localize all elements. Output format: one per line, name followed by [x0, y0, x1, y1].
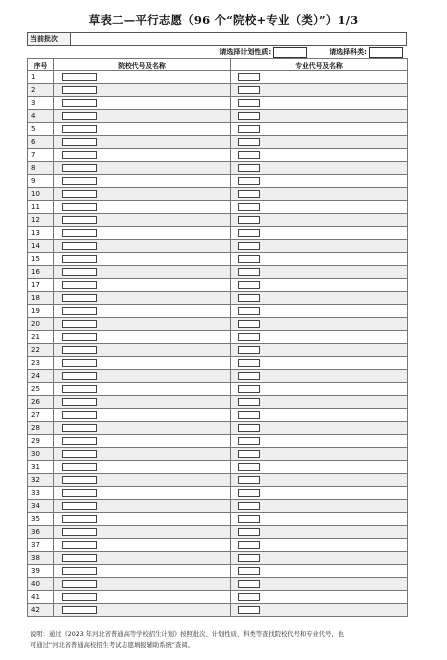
table-row [28, 578, 408, 591]
school-code-input[interactable] [62, 216, 97, 224]
major-cell [231, 539, 408, 552]
major-code-input[interactable] [238, 190, 260, 198]
header-major: 专业代号及名称 [231, 59, 408, 71]
school-cell [54, 487, 231, 500]
row-number: 18 [28, 292, 54, 305]
school-code-input[interactable] [62, 307, 97, 315]
school-cell [54, 448, 231, 461]
school-code-input[interactable] [62, 476, 97, 484]
school-code-input[interactable] [62, 528, 97, 536]
school-cell [54, 266, 231, 279]
major-cell [231, 513, 408, 526]
row-number: 41 [28, 591, 54, 604]
row-number: 21 [28, 331, 54, 344]
school-code-input[interactable] [62, 437, 97, 445]
school-code-input[interactable] [62, 606, 97, 614]
row-number: 3 [28, 97, 54, 110]
major-code-input[interactable] [238, 502, 260, 510]
major-cell [231, 214, 408, 227]
major-cell [231, 383, 408, 396]
table-row [28, 604, 408, 617]
table-row [28, 227, 408, 240]
table-row [28, 461, 408, 474]
major-cell [231, 84, 408, 97]
table-row [28, 123, 408, 136]
major-code-input[interactable] [238, 580, 260, 588]
school-code-input[interactable] [62, 73, 97, 81]
table-row [28, 331, 408, 344]
table-row [28, 448, 408, 461]
school-code-input[interactable] [62, 359, 97, 367]
major-cell [231, 435, 408, 448]
school-cell [54, 175, 231, 188]
major-code-input[interactable] [238, 554, 260, 562]
choices-table [27, 58, 408, 617]
row-number: 20 [28, 318, 54, 331]
school-cell [54, 214, 231, 227]
major-cell [231, 175, 408, 188]
table-row [28, 526, 408, 539]
major-code-input[interactable] [238, 281, 260, 289]
school-code-input[interactable] [62, 177, 97, 185]
major-cell [231, 162, 408, 175]
school-code-input[interactable] [62, 502, 97, 510]
major-code-input[interactable] [238, 463, 260, 471]
row-number: 19 [28, 305, 54, 318]
table-row [28, 188, 408, 201]
major-cell [231, 318, 408, 331]
school-cell [54, 71, 231, 84]
school-code-input[interactable] [62, 320, 97, 328]
note-line-2: 可通过“河北省普通高校招生考试志愿填报辅助系统”查阅。 [30, 642, 194, 649]
table-row [28, 539, 408, 552]
row-number: 23 [28, 357, 54, 370]
major-code-input[interactable] [238, 424, 260, 432]
table-row [28, 487, 408, 500]
school-cell [54, 97, 231, 110]
major-code-input[interactable] [238, 242, 260, 250]
row-number: 28 [28, 422, 54, 435]
school-code-input[interactable] [62, 463, 97, 471]
major-code-input[interactable] [238, 320, 260, 328]
major-cell [231, 578, 408, 591]
table-row [28, 318, 408, 331]
batch-label: 当前批次 [28, 33, 71, 45]
table-row [28, 591, 408, 604]
form-sheet [27, 32, 407, 617]
subject-label: 请选择科类: [329, 48, 367, 56]
school-cell [54, 357, 231, 370]
table-row [28, 162, 408, 175]
school-cell [54, 227, 231, 240]
table-row [28, 396, 408, 409]
school-cell [54, 162, 231, 175]
major-cell [231, 474, 408, 487]
row-number: 37 [28, 539, 54, 552]
table-row [28, 266, 408, 279]
row-number: 9 [28, 175, 54, 188]
major-cell [231, 266, 408, 279]
major-cell [231, 487, 408, 500]
row-number: 14 [28, 240, 54, 253]
major-cell [231, 188, 408, 201]
major-code-input[interactable] [238, 567, 260, 575]
plan-nature-input[interactable] [273, 47, 307, 58]
school-code-input[interactable] [62, 86, 97, 94]
school-code-input[interactable] [62, 424, 97, 432]
table-row [28, 214, 408, 227]
school-code-input[interactable] [62, 229, 97, 237]
major-cell [231, 110, 408, 123]
major-cell [231, 279, 408, 292]
row-number: 27 [28, 409, 54, 422]
school-code-input[interactable] [62, 593, 97, 601]
batch-input[interactable] [71, 33, 406, 45]
school-code-input[interactable] [62, 567, 97, 575]
major-code-input[interactable] [238, 164, 260, 172]
major-code-input[interactable] [238, 359, 260, 367]
row-number: 36 [28, 526, 54, 539]
major-cell [231, 370, 408, 383]
major-code-input[interactable] [238, 385, 260, 393]
school-code-input[interactable] [62, 268, 97, 276]
major-code-input[interactable] [238, 73, 260, 81]
school-cell [54, 149, 231, 162]
row-number: 5 [28, 123, 54, 136]
table-row [28, 565, 408, 578]
school-cell [54, 279, 231, 292]
batch-row [27, 32, 407, 46]
major-code-input[interactable] [238, 437, 260, 445]
school-cell [54, 396, 231, 409]
row-number: 12 [28, 214, 54, 227]
major-code-input[interactable] [238, 99, 260, 107]
school-cell [54, 565, 231, 578]
header-no: 序号 [28, 59, 54, 71]
school-code-input[interactable] [62, 541, 97, 549]
major-cell [231, 344, 408, 357]
major-cell [231, 240, 408, 253]
major-code-input[interactable] [238, 541, 260, 549]
school-code-input[interactable] [62, 294, 97, 302]
major-code-input[interactable] [238, 177, 260, 185]
school-code-input[interactable] [62, 125, 97, 133]
major-cell [231, 526, 408, 539]
table-row [28, 253, 408, 266]
major-cell [231, 123, 408, 136]
row-number: 32 [28, 474, 54, 487]
major-cell [231, 591, 408, 604]
row-number: 8 [28, 162, 54, 175]
school-cell [54, 461, 231, 474]
major-cell [231, 565, 408, 578]
major-cell [231, 149, 408, 162]
major-code-input[interactable] [238, 593, 260, 601]
major-code-input[interactable] [238, 307, 260, 315]
school-cell [54, 383, 231, 396]
major-cell [231, 500, 408, 513]
major-code-input[interactable] [238, 268, 260, 276]
school-cell [54, 136, 231, 149]
row-number: 2 [28, 84, 54, 97]
major-code-input[interactable] [238, 203, 260, 211]
school-cell [54, 591, 231, 604]
row-number: 39 [28, 565, 54, 578]
table-row [28, 435, 408, 448]
school-cell [54, 578, 231, 591]
row-number: 13 [28, 227, 54, 240]
table-row [28, 344, 408, 357]
table-row [28, 500, 408, 513]
major-code-input[interactable] [238, 346, 260, 354]
school-code-input[interactable] [62, 99, 97, 107]
major-cell [231, 461, 408, 474]
school-cell [54, 318, 231, 331]
row-number: 33 [28, 487, 54, 500]
major-code-input[interactable] [238, 398, 260, 406]
major-cell [231, 136, 408, 149]
school-code-input[interactable] [62, 151, 97, 159]
major-code-input[interactable] [238, 86, 260, 94]
table-row [28, 422, 408, 435]
major-code-input[interactable] [238, 606, 260, 614]
row-number: 1 [28, 71, 54, 84]
major-cell [231, 422, 408, 435]
row-number: 24 [28, 370, 54, 383]
school-cell [54, 305, 231, 318]
school-cell [54, 552, 231, 565]
major-code-input[interactable] [238, 151, 260, 159]
row-number: 6 [28, 136, 54, 149]
school-cell [54, 539, 231, 552]
table-row [28, 383, 408, 396]
school-code-input[interactable] [62, 333, 97, 341]
school-cell [54, 292, 231, 305]
school-cell [54, 370, 231, 383]
row-number: 17 [28, 279, 54, 292]
table-header [28, 59, 408, 71]
form-title: 草表二—平行志愿（96 个“院校+专业（类）”）1/3 [88, 13, 359, 27]
major-code-input[interactable] [238, 515, 260, 523]
major-cell [231, 292, 408, 305]
row-number: 16 [28, 266, 54, 279]
major-code-input[interactable] [238, 476, 260, 484]
major-cell [231, 552, 408, 565]
school-code-input[interactable] [62, 515, 97, 523]
row-number: 4 [28, 110, 54, 123]
table-row [28, 149, 408, 162]
table-row [28, 370, 408, 383]
school-cell [54, 123, 231, 136]
school-code-input[interactable] [62, 372, 97, 380]
school-cell [54, 409, 231, 422]
major-cell [231, 253, 408, 266]
table-row [28, 175, 408, 188]
major-code-input[interactable] [238, 216, 260, 224]
row-number: 10 [28, 188, 54, 201]
school-cell [54, 84, 231, 97]
school-code-input[interactable] [62, 281, 97, 289]
table-row [28, 136, 408, 149]
table-row [28, 474, 408, 487]
school-cell [54, 474, 231, 487]
school-cell [54, 513, 231, 526]
major-cell [231, 97, 408, 110]
major-code-input[interactable] [238, 411, 260, 419]
school-cell [54, 500, 231, 513]
major-cell [231, 201, 408, 214]
school-code-input[interactable] [62, 554, 97, 562]
school-cell [54, 240, 231, 253]
row-number: 40 [28, 578, 54, 591]
row-number: 15 [28, 253, 54, 266]
school-cell [54, 422, 231, 435]
row-number: 22 [28, 344, 54, 357]
major-cell [231, 409, 408, 422]
major-code-input[interactable] [238, 294, 260, 302]
major-cell [231, 71, 408, 84]
table-row [28, 110, 408, 123]
table-row [28, 240, 408, 253]
subject-input[interactable] [369, 47, 403, 58]
school-code-input[interactable] [62, 138, 97, 146]
school-cell [54, 344, 231, 357]
table-row [28, 357, 408, 370]
major-code-input[interactable] [238, 333, 260, 341]
major-cell [231, 448, 408, 461]
table-row [28, 409, 408, 422]
school-code-input[interactable] [62, 203, 97, 211]
row-number: 35 [28, 513, 54, 526]
table-row [28, 201, 408, 214]
table-row [28, 552, 408, 565]
table-row [28, 305, 408, 318]
school-cell [54, 435, 231, 448]
major-cell [231, 396, 408, 409]
table-row [28, 513, 408, 526]
school-cell [54, 110, 231, 123]
row-number: 11 [28, 201, 54, 214]
major-code-input[interactable] [238, 450, 260, 458]
school-code-input[interactable] [62, 580, 97, 588]
major-code-input[interactable] [238, 138, 260, 146]
table-row [28, 71, 408, 84]
note [30, 629, 420, 651]
major-cell [231, 331, 408, 344]
school-code-input[interactable] [62, 489, 97, 497]
table-row [28, 84, 408, 97]
row-number: 29 [28, 435, 54, 448]
major-cell [231, 357, 408, 370]
school-cell [54, 201, 231, 214]
row-number: 42 [28, 604, 54, 617]
school-cell [54, 331, 231, 344]
plan-nature-label: 请选择计划性质: [219, 48, 272, 56]
school-cell [54, 253, 231, 266]
school-code-input[interactable] [62, 346, 97, 354]
school-code-input[interactable] [62, 112, 97, 120]
major-cell [231, 305, 408, 318]
school-code-input[interactable] [62, 255, 97, 263]
school-code-input[interactable] [62, 398, 97, 406]
school-cell [54, 188, 231, 201]
row-number: 25 [28, 383, 54, 396]
row-number: 7 [28, 149, 54, 162]
school-code-input[interactable] [62, 450, 97, 458]
major-code-input[interactable] [238, 489, 260, 497]
table-row [28, 97, 408, 110]
school-code-input[interactable] [62, 242, 97, 250]
school-code-input[interactable] [62, 385, 97, 393]
major-code-input[interactable] [238, 528, 260, 536]
row-number: 34 [28, 500, 54, 513]
row-number: 31 [28, 461, 54, 474]
major-code-input[interactable] [238, 229, 260, 237]
header-school: 院校代号及名称 [54, 59, 231, 71]
table-row [28, 279, 408, 292]
school-code-input[interactable] [62, 411, 97, 419]
selection-row [27, 46, 407, 58]
school-cell [54, 526, 231, 539]
school-code-input[interactable] [62, 164, 97, 172]
row-number: 26 [28, 396, 54, 409]
major-code-input[interactable] [238, 255, 260, 263]
major-code-input[interactable] [238, 112, 260, 120]
school-code-input[interactable] [62, 190, 97, 198]
row-number: 30 [28, 448, 54, 461]
major-cell [231, 604, 408, 617]
note-line-1: 说明：通过《2023 年河北省普通高等学校招生计划》按照批次、计划性质、科类等查找院校代号和专业代号，也 [30, 631, 344, 638]
major-code-input[interactable] [238, 125, 260, 133]
major-code-input[interactable] [238, 372, 260, 380]
school-cell [54, 604, 231, 617]
table-row [28, 292, 408, 305]
row-number: 38 [28, 552, 54, 565]
major-cell [231, 227, 408, 240]
